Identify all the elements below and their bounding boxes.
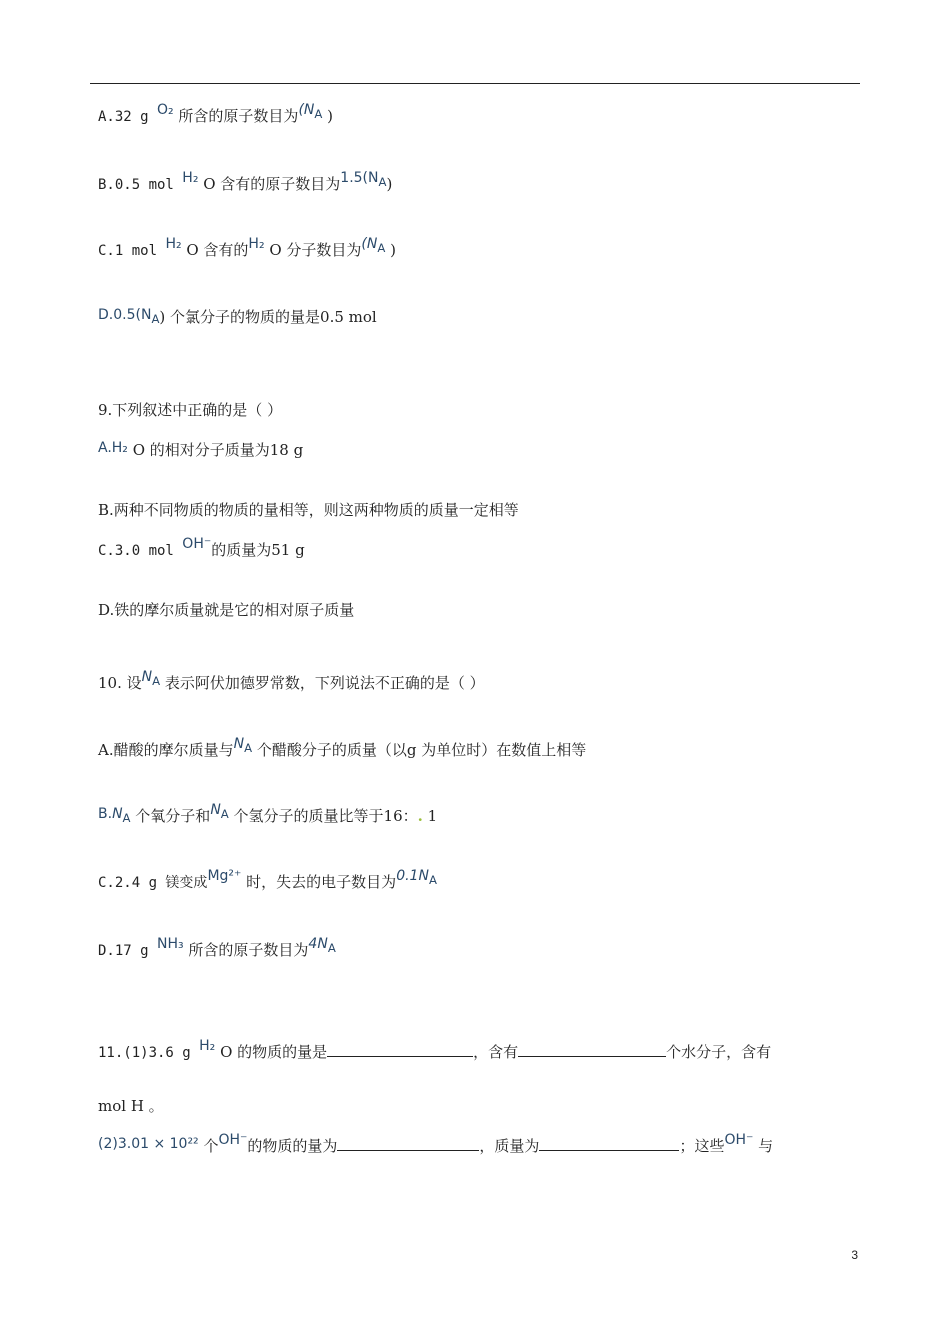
answer-blank-2[interactable] (518, 1040, 666, 1057)
h2-formula: H₂ (182, 170, 199, 186)
oh-formula: OH⁻ (218, 1132, 248, 1148)
q9-stem: 9.下列叙述中正确的是（ ） (98, 401, 283, 419)
nh3-formula: NH₃ (157, 936, 184, 952)
answer-blank-1[interactable] (327, 1040, 473, 1057)
mg-ion-formula: Mg²⁺ (207, 868, 242, 884)
q9-option-c: C.3.0 mol OH⁻的质量为51 g (98, 536, 305, 559)
oh-formula: OH⁻ (724, 1132, 754, 1148)
answer-blank-3[interactable] (337, 1134, 479, 1151)
green-dot-mark: . (417, 807, 423, 825)
q9-option-b: B.两种不同物质的物质的量相等，则这两种物质的质量一定相等 (98, 501, 519, 519)
na-formula: $1.5(N_A$ (340, 170, 387, 189)
q10-option-a: A.醋酸的摩尔质量与$N_A$ 个醋酸分子的质量（以g 为单位时）在数值上相等 (98, 736, 587, 759)
q8-option-a: A.32 g O₂ 所含的原子数目为($N_A$ ) (98, 102, 333, 125)
oh-formula: OH⁻ (182, 536, 212, 552)
na-formula: $N_A$ (112, 806, 131, 825)
q11-part1: 11.(1)3.6 g H₂ O 的物质的量是 ，含有 个水分子，含有 (98, 1038, 772, 1061)
na-formula: $0.1N_A$ (396, 868, 437, 887)
q9-option-d: D.铁的摩尔质量就是它的相对原子质量 (98, 601, 355, 619)
q10-option-b: $B.N_A$ 个氧分子和$N_A$ 个氢分子的质量比等于16：. 1 (98, 802, 438, 825)
q9-option-a: A.H₂ O 的相对分子质量为18 g (98, 440, 304, 459)
page-number: 3 (851, 1248, 858, 1262)
header-rule (90, 83, 860, 84)
na-formula: $N_A$ (210, 802, 229, 821)
na-formula: ($N_A$ (361, 236, 386, 255)
na-formula: ($N_A$ (298, 102, 323, 121)
q8-option-c: C.1 mol H₂ O 含有的H₂ O 分子数目为($N_A$ ) (98, 236, 396, 259)
q11-part1-line2: mol H 。 (98, 1097, 164, 1115)
o2-formula: O₂ (157, 102, 174, 118)
q8-option-d: $D.0.5(N_A)$ 个氯分子的物质的量是0.5 mol (98, 307, 377, 326)
q10-option-c: C.2.4 g 镁变成Mg²⁺ 时，失去的电子数目为$0.1N_A$ (98, 868, 437, 891)
h2-formula: H₂ (199, 1038, 216, 1054)
h2-formula: H₂ (165, 236, 182, 252)
na-formula: $D.0.5(N_A$ (98, 307, 160, 326)
na-formula: $4N_A$ (308, 936, 336, 955)
na-formula: $N_A$ (233, 736, 253, 755)
q10-stem: 10. 设$N_A$ 表示阿伏加德罗常数，下列说法不正确的是（ ） (98, 669, 485, 692)
q8-option-b: B.0.5 mol H₂ O 含有的原子数目为$1.5(N_A)$ (98, 170, 393, 193)
h2-formula: H₂ (248, 236, 265, 252)
q10-option-d: D.17 g NH₃ 所含的原子数目为$4N_A$ (98, 936, 336, 959)
answer-blank-4[interactable] (539, 1134, 679, 1151)
q11-part2: (2)3.01 × 10²² 个OH⁻的物质的量为 ，质量为 ；这些OH⁻ 与 (98, 1132, 774, 1155)
na-formula: $N_A$ (141, 669, 161, 688)
